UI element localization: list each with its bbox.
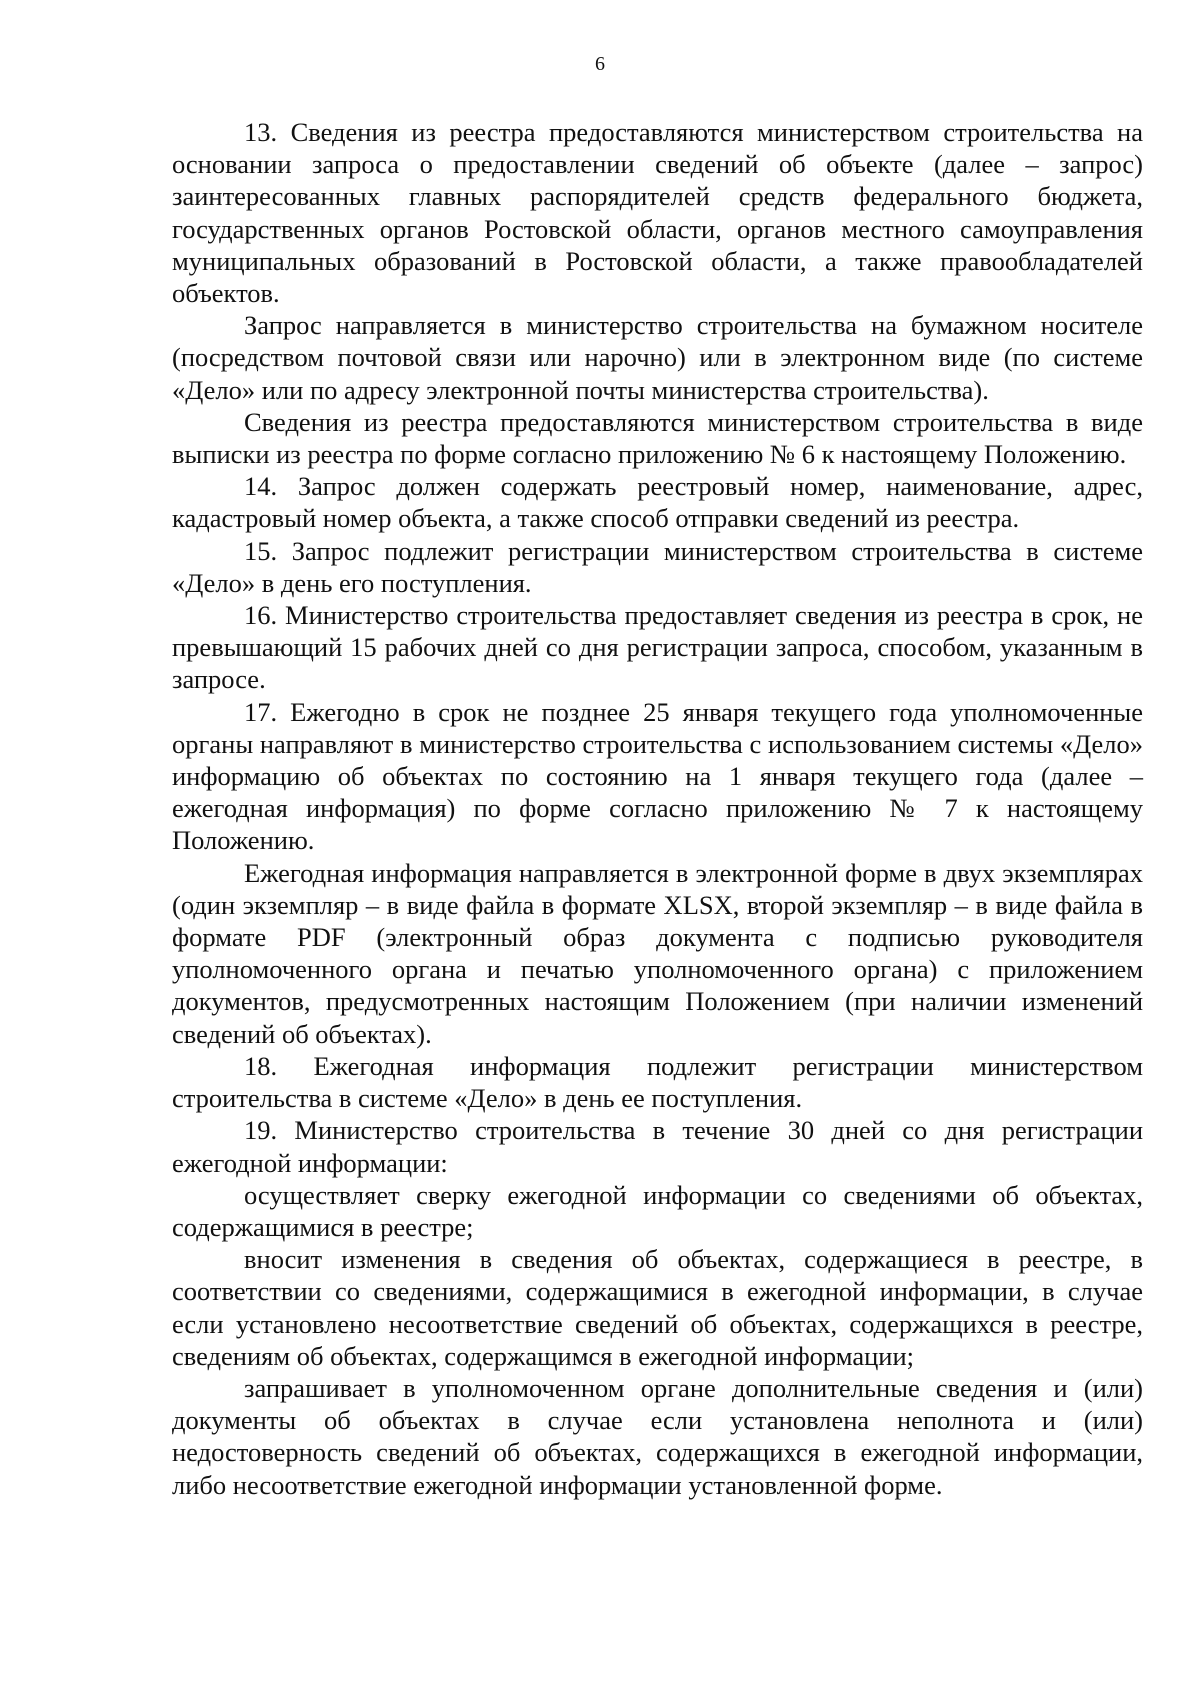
page-number: 6	[595, 53, 605, 75]
paragraph-19-changes: вносит изменения в сведения об объектах, содержащиеся в реестре, в соответствии со сведениями, содержащимися в ежегодной информации, в случае если установлено несоответствие сведений об объектах, содержащихся в реестре, сведениям об объектах, содержащимся в ежегодной информации;	[172, 1244, 1143, 1371]
paragraph-18: 18. Ежегодная информация подлежит регистрации министерством строительства в системе «Дело» в день ее поступления.	[172, 1050, 1143, 1114]
paragraph-19: 19. Министерство строительства в течение 30 дней со дня регистрации ежегодной информации:	[172, 1115, 1143, 1178]
paragraph-17: 17. Ежегодно в срок не позднее 25 января текущего года уполномоченные органы направляют в министерство строительства с использованием системы «Дело» информацию об объектах по состоянию на 1 января текущего года (далее – ежегодная информация) по форме согласно приложению № 7 к настоящему Положению.	[172, 696, 1143, 856]
paragraph-annual-info-format: Ежегодная информация направляется в электронной форме в двух экземплярах (один экземпляр – в виде файла в формате XLSX, второй экземпляр – в виде файла в формате PDF (электронный образ документа с подписью руководителя уполномоченного органа и печатью уполномоченного органа) с приложением документов, предусмотренных настоящим Положением (при наличии изменений сведений об объектах).	[172, 857, 1143, 1049]
paragraph-14: 14. Запрос должен содержать реестровый номер, наименование, адрес, кадастровый номер объекта, а также способ отправки сведений из реестра.	[172, 471, 1143, 534]
paragraph-19-requests: запрашивает в уполномоченном органе дополнительные сведения и (или) документы об объектах в случае если установлена неполнота и (или) недостоверность сведений об объектах, содержащихся в ежегодной информации, либо несоответствие ежегодной информации установленной форме.	[172, 1372, 1143, 1500]
paragraph-request-submission: Запрос направляется в министерство строительства на бумажном носителе (посредством почтовой связи или нарочно) или в электронном виде (по системе «Дело» или по адресу электронной почты министерства строительства).	[172, 310, 1143, 405]
paragraph-registry-extract: Сведения из реестра предоставляются министерством строительства в виде выписки из реестра по форме согласно приложению № 6 к настоящему Положению.	[172, 406, 1143, 470]
paragraph-19-reconciliation: осуществляет сверку ежегодной информации со сведениями об объектах, содержащимися в реестре;	[172, 1179, 1143, 1242]
document-body	[172, 116, 1143, 1501]
paragraph-13: 13. Сведения из реестра предоставляются министерством строительства на основании запроса о предоставлении сведений об объекте (далее – запрос) заинтересованных главных распорядителей средств федерального бюджета, государственных органов Ростовской области, органов местного самоуправления муниципальных образований в Ростовской области, а также правообладателей объектов.	[172, 117, 1143, 309]
paragraph-15: 15. Запрос подлежит регистрации министерством строительства в системе «Дело» в день его поступления.	[172, 535, 1143, 598]
paragraph-16: 16. Министерство строительства предоставляет сведения из реестра в срок, не превышающий 15 рабочих дней со дня регистрации запроса, способом, указанным в запросе.	[172, 600, 1143, 695]
